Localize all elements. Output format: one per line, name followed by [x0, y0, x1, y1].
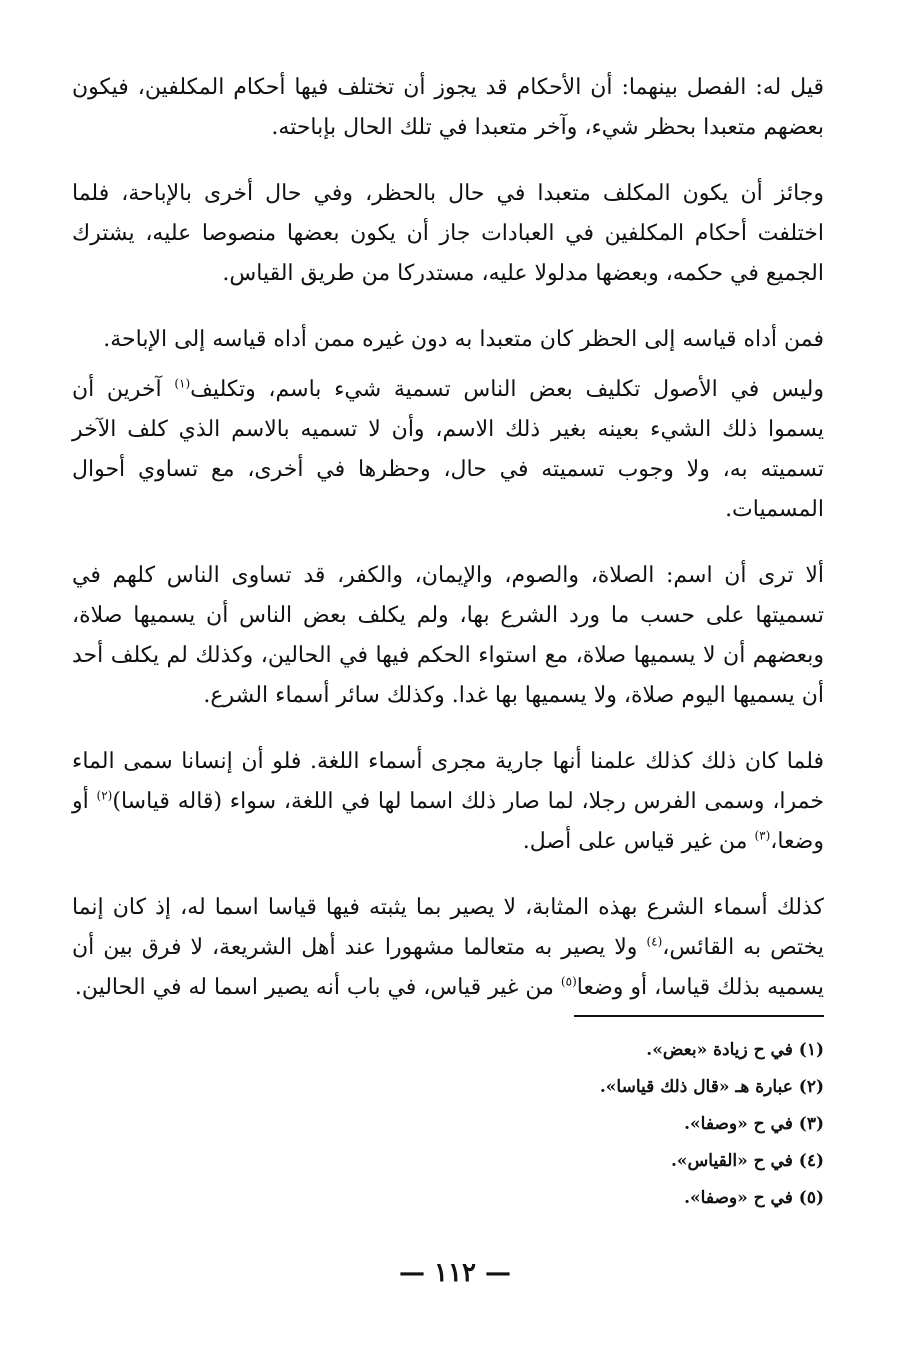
paragraph-3: فمن أداه قياسه إلى الحظر كان متعبدا به دون غيره ممن أداه قياسه إلى الإباحة.	[103, 327, 824, 352]
paragraph-7-text-b: ولا يصير به متعالما مشهورا عند أهل الشريعة، لا فرق بين أن يسميه بذلك قياسا، أو وضعا	[72, 935, 824, 1000]
paragraph-6-text-a: فلما كان ذلك كذلك علمنا أنها جارية مجرى أسماء اللغة. فلو أن إنسانا سمى الماء خمرا، وسمى الفرس رجلا، لما صار ذلك اسما لها في اللغة، سواء (قاله قياسا)	[72, 749, 824, 814]
footnote-4: (٤) في ح «القياس».	[671, 1151, 824, 1171]
paragraph-4-text-b: آخرين أن يسموا ذلك الشيء بعينه بغير ذلك الاسم، وأن لا تسميه بالاسم الذي كلف الآخر تسميته به، ولا وجوب تسميته في حال، وحظرها في أخرى، مع تساوي أحوال المسميات.	[72, 377, 824, 522]
paragraph-4-text-a: وليس في الأصول تكليف بعض الناس تسمية شيء باسم، وتكليف	[190, 377, 824, 402]
paragraph-7-text-c: من غير قياس، في باب أنه يصير اسما له في الحالين.	[74, 975, 561, 1000]
footnote-ref-3[interactable]: (٣)	[754, 828, 771, 843]
paragraph-7	[72, 888, 824, 1008]
paragraph-6	[72, 742, 824, 862]
footnotes-list	[324, 1032, 824, 1217]
paragraph-6-text-c: من غير قياس على أصل.	[522, 829, 755, 854]
paragraph-7-text-a: كذلك أسماء الشرع بهذه المثابة، لا يصير بما يثبته فيها قياسا اسما له، إذ كان إنما يختص به القائس،	[72, 895, 824, 960]
paragraph-4	[72, 370, 824, 530]
footnote-ref-5[interactable]: (٥)	[560, 974, 577, 989]
page-body	[72, 68, 824, 1008]
footnote-1: (١) في ح زيادة «بعض».	[646, 1040, 824, 1060]
page-number: — ١١٢ —	[398, 1258, 512, 1288]
footnote-5: (٥) في ح «وصفا».	[684, 1188, 824, 1208]
footnote-2: (٢) عبارة هـ «قال ذلك قياسا».	[599, 1077, 824, 1097]
paragraph-2: وجائز أن يكون المكلف متعبدا في حال بالحظر، وفي حال أخرى بالإباحة، فلما اختلفت أحكام المكلفين في العبادات جاز أن يكون بعضها منصوصا عليه، يشترك الجميع في حكمه، وبعضها مدلولا عليه، مستدركا من طريق القياس.	[72, 181, 824, 286]
paragraph-5: ألا ترى أن اسم: الصلاة، والصوم، والإيمان، والكفر، قد تساوى الناس كلهم في تسميتها على حسب ما ورد الشرع بها، ولم يكلف بعض الناس أن يسميها صلاة، وبعضهم أن لا يسميها صلاة، مع استواء الحكم فيها في الحالين، وكذلك لم يكلف أحد أن يسميها اليوم صلاة، ولا يسميها بها غدا. وكذلك سائر أسماء الشرع.	[72, 563, 824, 708]
footnote-ref-1[interactable]: (١)	[174, 376, 191, 391]
footnote-separator	[574, 1015, 824, 1017]
paragraph-6-text-b: أو وضعا،	[72, 789, 824, 854]
footnote-3: (٣) في ح «وصفا».	[684, 1114, 824, 1134]
paragraph-1: قيل له: الفصل بينهما: أن الأحكام قد يجوز أن تختلف فيها أحكام المكلفين، فيكون بعضهم متعبدا بحظر شيء، وآخر متعبدا في تلك الحال بإباحته.	[72, 75, 824, 140]
footnote-ref-4[interactable]: (٤)	[646, 934, 663, 949]
footnote-ref-2[interactable]: (٢)	[96, 788, 113, 803]
